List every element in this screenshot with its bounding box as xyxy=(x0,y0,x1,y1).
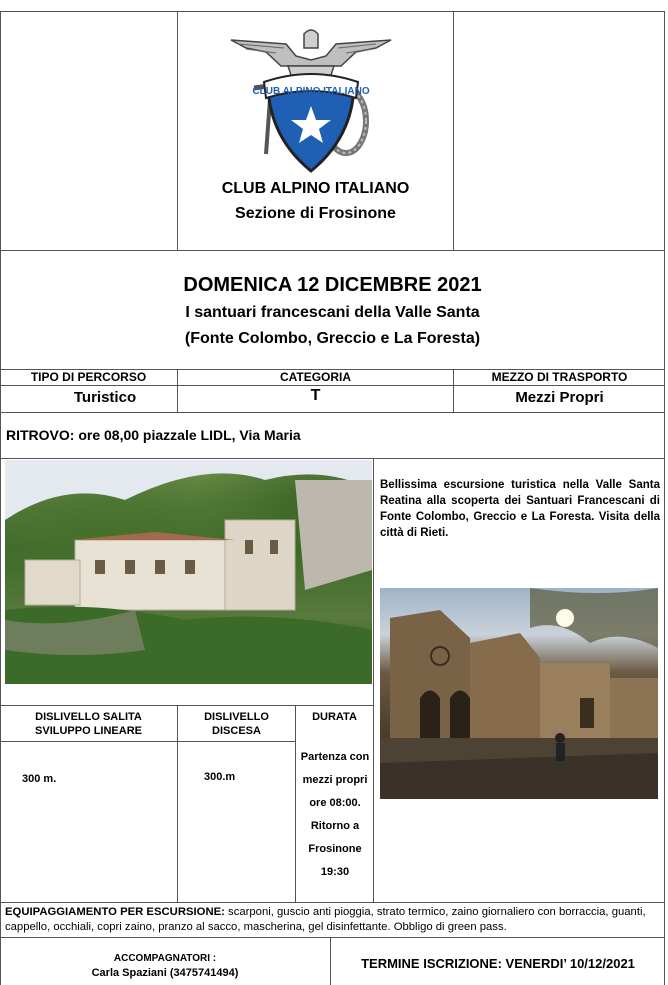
categoria-value: T xyxy=(310,387,321,404)
border-right xyxy=(664,11,665,985)
cai-eagle-shield-icon xyxy=(226,26,396,176)
divider-stats-header xyxy=(0,741,295,742)
divider-table-bottom xyxy=(0,412,665,413)
discesa-header-line-2: DISCESA xyxy=(212,725,261,737)
cai-logo xyxy=(226,26,396,176)
ritrovo-label: RITROVO xyxy=(6,427,70,443)
equipment-line xyxy=(5,905,663,935)
accompagnatori-value: Carla Spaziani (3475741494) xyxy=(91,967,239,979)
border-top xyxy=(0,11,665,12)
tipo-percorso-value: Turistico xyxy=(73,389,137,406)
ritrovo-value: : ore 08,00 piazzale LIDL, Via Maria xyxy=(69,427,301,443)
termine-iscrizione: TERMINE ISCRIZIONE: VENERDI’ 10/12/2021 xyxy=(361,956,635,971)
divider-stats-top xyxy=(0,705,373,706)
photo-column-divider xyxy=(373,458,374,903)
divider-equipment-top xyxy=(0,902,665,903)
divider-footer-top xyxy=(0,937,665,938)
durata-header: DURATA xyxy=(312,711,357,723)
divider-ritrovo-bottom xyxy=(0,458,665,459)
durata-value: Partenza con mezzi propri ore 08:00. Ritorno a Frosinone 19:30 xyxy=(300,751,370,878)
equipment-label: EQUIPAGGIAMENTO PER ESCURSIONE: xyxy=(5,906,225,918)
discesa-value: 300.m xyxy=(204,771,236,783)
discesa-header-line-1: DISLIVELLO xyxy=(204,711,269,723)
categoria-header: CATEGORIA xyxy=(279,370,352,384)
header-divider-right xyxy=(453,11,454,251)
accompagnatori-label: ACCOMPAGNATORI : xyxy=(113,953,217,964)
tipo-percorso-header: TIPO DI PERCORSO xyxy=(30,370,147,384)
sanctuary-photo-greccio xyxy=(5,460,372,684)
stats-col-divider-2 xyxy=(295,705,296,903)
equipment-text: scarponi, guscio anti pioggia, strato termico, zaino giornaliero con borraccia, guanti, cappello, occhiali, copri zaino, pranzo al sacco, mascherina, gel disinfettante. Obbligo di green pass. xyxy=(5,906,646,933)
org-name: CLUB ALPINO ITALIANO xyxy=(221,180,410,197)
section-name: Sezione di Frosinone xyxy=(235,205,396,222)
mezzo-trasporto-value: Mezzi Propri xyxy=(515,389,604,406)
sanctuary-photo-fonte-colombo xyxy=(380,588,658,799)
border-left xyxy=(0,11,1,985)
salita-header-line-2: SVILUPPO LINEARE xyxy=(35,725,142,737)
mezzo-trasporto-header: MEZZO DI TRASPORTO xyxy=(491,370,628,384)
event-subtitle-2: (Fonte Colombo, Greccio e La Foresta) xyxy=(184,330,481,347)
salita-header-line-1: DISLIVELLO SALITA xyxy=(35,711,142,723)
ritrovo-line xyxy=(6,425,656,445)
discesa-header xyxy=(178,710,295,738)
event-subtitle-1: I santuari francescani della Valle Santa xyxy=(185,304,480,321)
divider-header-bottom xyxy=(0,250,665,251)
salita-value: 300 m. xyxy=(22,773,57,785)
logo-text: CLUB ALPINO ITALIANO xyxy=(252,86,370,97)
event-description: Bellissima escursione turistica nella Valle Santa Reatina alla scoperta dei Santuari Francescani di Fonte Colombo, Greccio e La Foresta. Visita della città di Rieti. xyxy=(380,479,660,539)
salita-header xyxy=(0,710,177,738)
event-date: DOMENICA 12 DICEMBRE 2021 xyxy=(183,274,482,296)
